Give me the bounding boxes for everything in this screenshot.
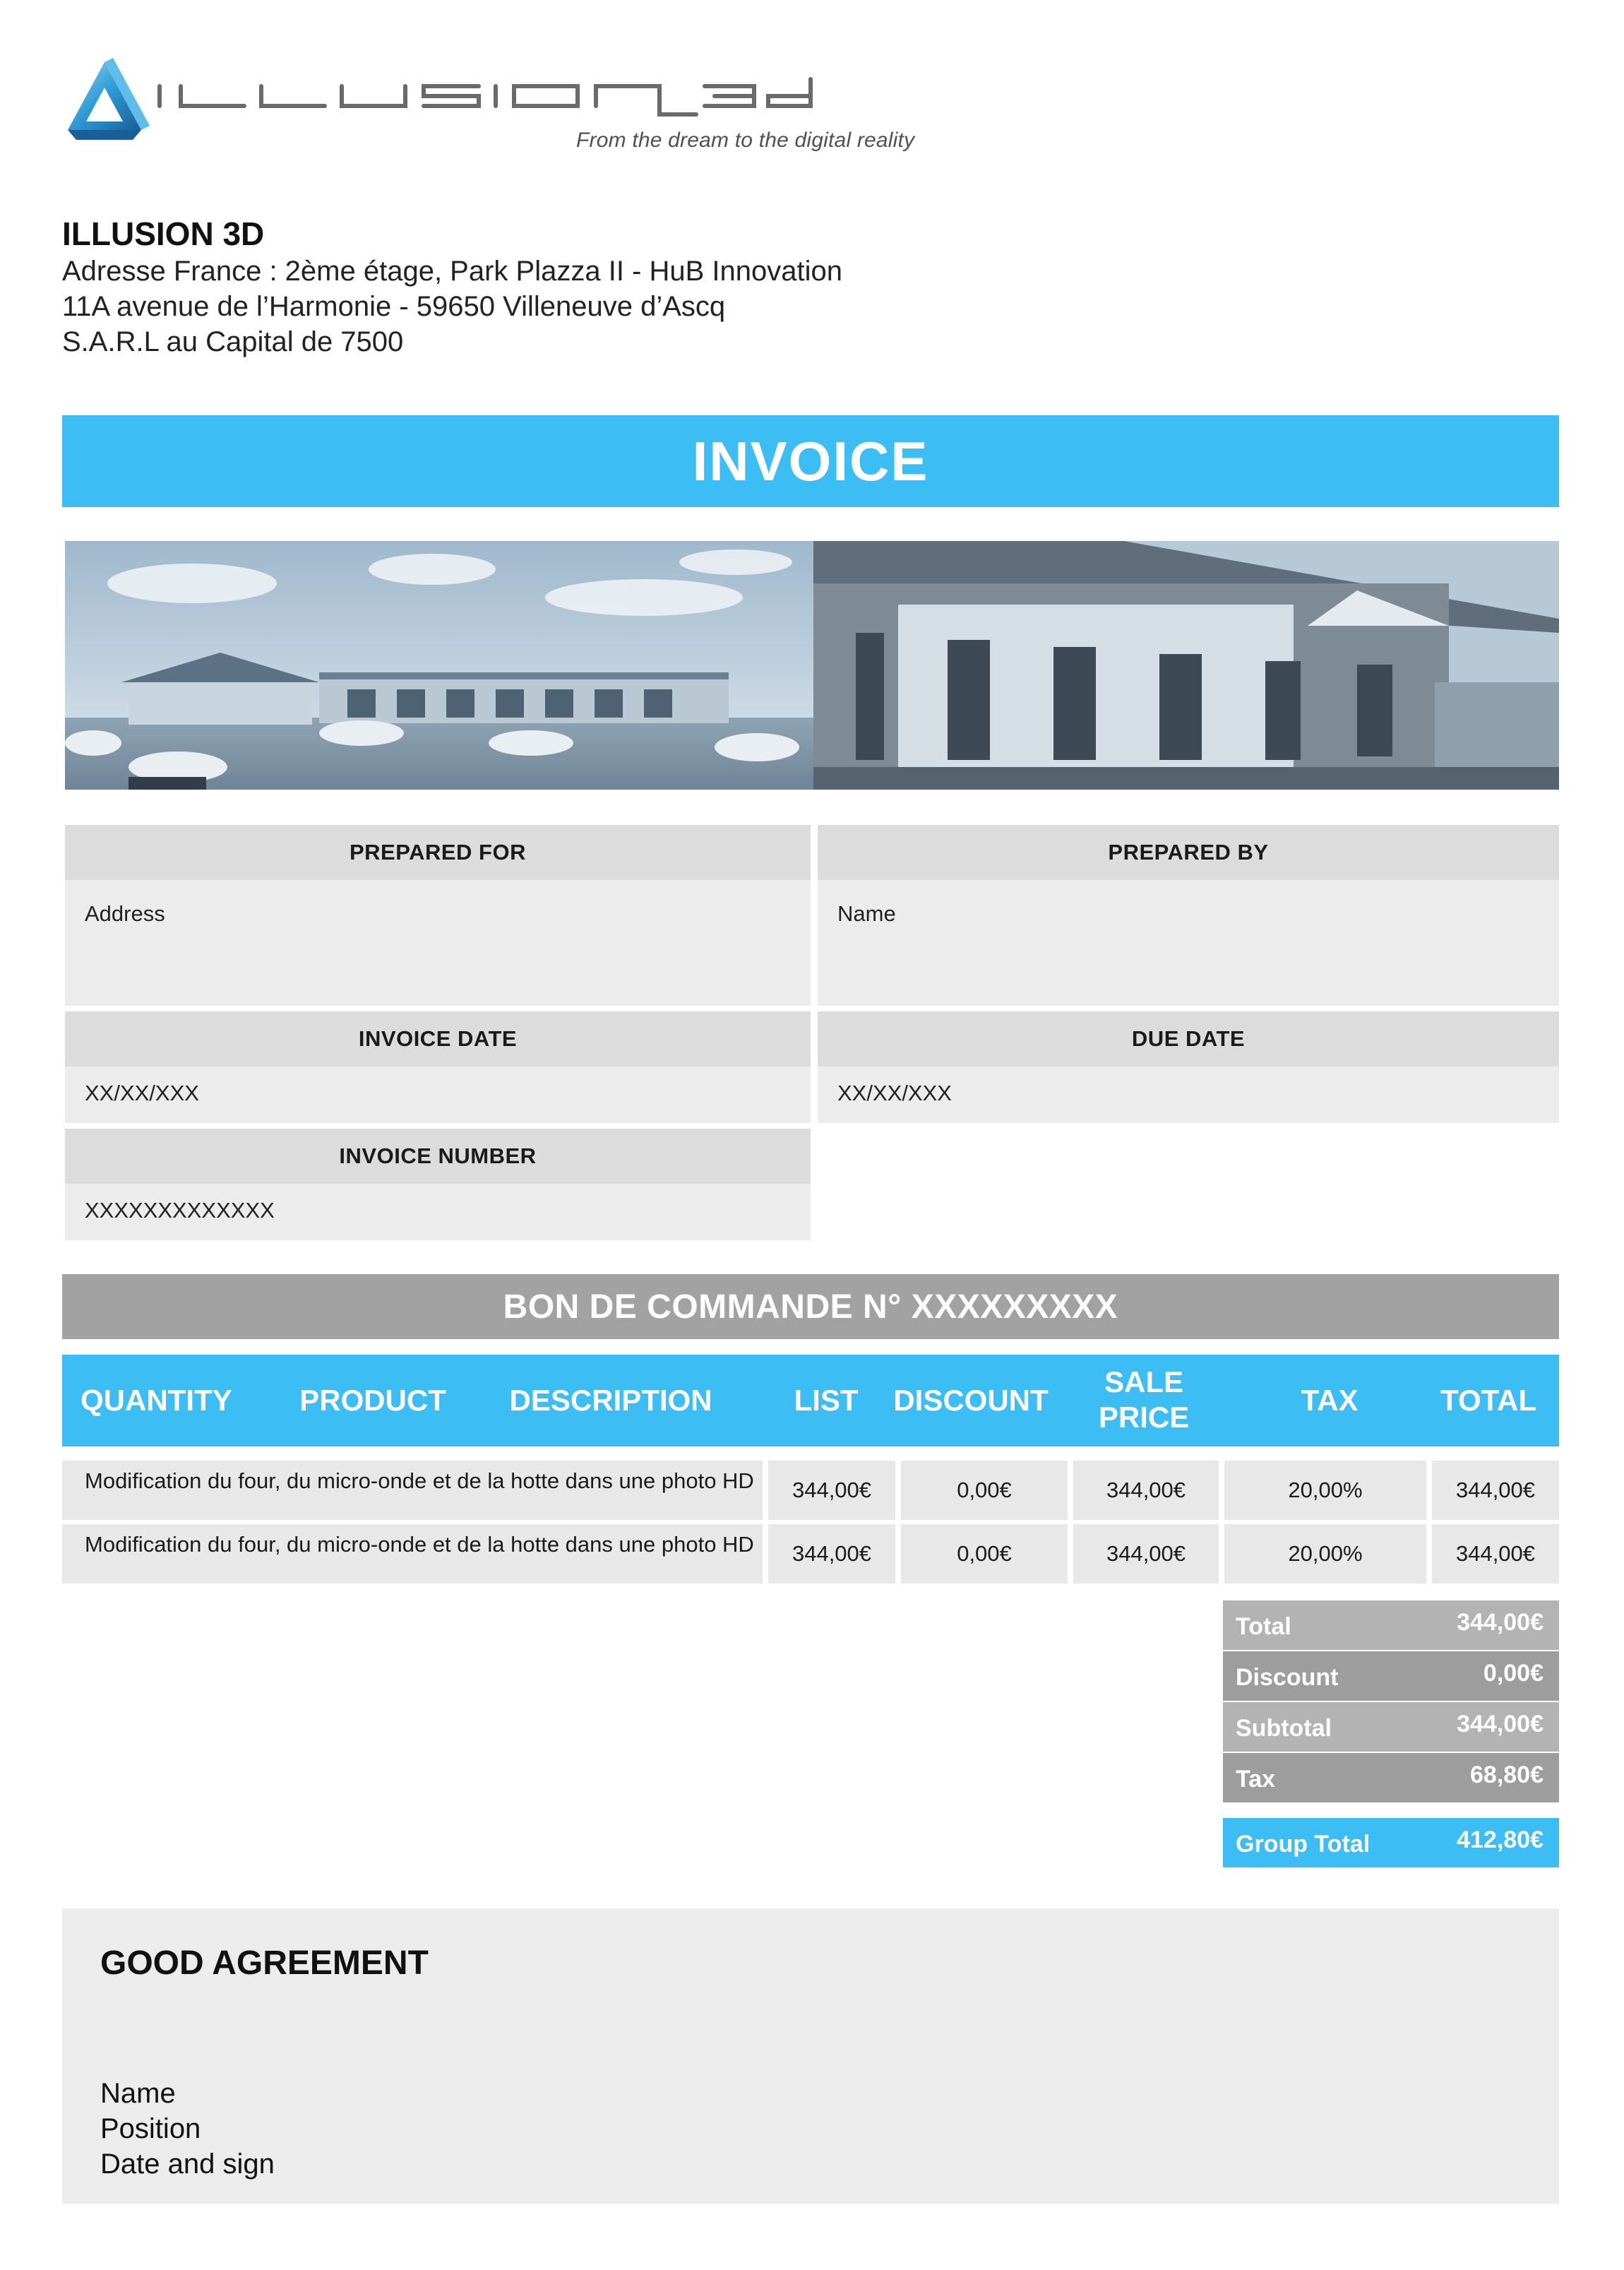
discount-label: Discount: [1236, 1664, 1339, 1691]
group-total-row: [1223, 1818, 1559, 1867]
invoice-date-value: XX/XX/XXX: [65, 1066, 811, 1123]
tax-label: Tax: [1236, 1766, 1276, 1793]
agreement-date-sign-field: Date and sign: [100, 2149, 275, 2180]
group-total-value: 412,80€: [1457, 1826, 1544, 1853]
col-discount: DISCOUNT: [893, 1384, 1049, 1417]
col-sale-price: SALE PRICE: [1098, 1365, 1190, 1434]
company-address-line-1: Adresse France : 2ème étage, Park Plazza II - HuB Innovation: [62, 256, 842, 287]
row-sale-price: 344,00€: [1073, 1524, 1219, 1583]
tax-value: 68,80€: [1470, 1761, 1544, 1788]
row-description: Modification du four, du micro-onde et de la hotte dans une photo HD: [62, 1524, 763, 1583]
row-list: 344,00€: [768, 1524, 895, 1583]
row-total: 344,00€: [1432, 1524, 1559, 1583]
col-product: PRODUCT: [299, 1384, 446, 1417]
prepared-for-header: PREPARED FOR: [65, 825, 811, 880]
discount-row: [1223, 1651, 1559, 1701]
row-tax: 20,00%: [1224, 1461, 1426, 1520]
agreement-section: [62, 1908, 1559, 2204]
row-tax: 20,00%: [1224, 1524, 1426, 1583]
building-rendering-image: [65, 541, 1559, 790]
col-total: TOTAL: [1440, 1384, 1537, 1417]
tax-row: [1223, 1753, 1559, 1802]
prepared-by-header: PREPARED BY: [818, 825, 1559, 880]
due-date-header: DUE DATE: [818, 1011, 1559, 1066]
subtotal-value: 344,00€: [1457, 1711, 1544, 1737]
prepared-for-value: Address: [65, 880, 811, 1006]
row-total: 344,00€: [1432, 1461, 1559, 1520]
col-list: LIST: [794, 1384, 859, 1417]
invoice-number-value: XXXXXXXXXXXXX: [65, 1184, 811, 1240]
row-description: Modification du four, du micro-onde et de la hotte dans une photo HD: [62, 1461, 763, 1520]
invoice-number-header: INVOICE NUMBER: [65, 1129, 811, 1184]
agreement-position-field: Position: [100, 2113, 201, 2144]
row-list: 344,00€: [768, 1461, 895, 1520]
discount-value: 0,00€: [1483, 1660, 1544, 1687]
penrose-triangle-icon: [68, 58, 150, 140]
invoice-banner: [62, 415, 1559, 507]
invoice-title: INVOICE: [692, 429, 929, 492]
agreement-title: GOOD AGREEMENT: [100, 1944, 429, 1982]
company-capital-line: S.A.R.L au Capital de 7500: [62, 326, 404, 357]
due-date-value: XX/XX/XXX: [818, 1066, 1559, 1123]
total-value: 344,00€: [1457, 1609, 1544, 1636]
col-quantity: QUANTITY: [80, 1384, 232, 1417]
total-label: Total: [1236, 1613, 1291, 1640]
purchase-order-heading: BON DE COMMANDE N° XXXXXXXXX: [62, 1274, 1559, 1339]
total-row: [1223, 1600, 1559, 1650]
wordmark-graphic: [160, 79, 811, 114]
invoice-date-header: INVOICE DATE: [65, 1011, 811, 1066]
items-table-header: [62, 1355, 1559, 1446]
subtotal-label: Subtotal: [1236, 1715, 1332, 1742]
prepared-by-value: Name: [818, 880, 1559, 1006]
group-total-label: Group Total: [1236, 1831, 1371, 1858]
row-sale-price: 344,00€: [1073, 1461, 1219, 1520]
company-name: ILLUSION 3D: [62, 215, 265, 252]
company-address-line-2: 11A avenue de l’Harmonie - 59650 Villeneuve d’Ascq: [62, 291, 726, 322]
row-discount: 0,00€: [901, 1461, 1068, 1520]
subtotal-row: [1223, 1702, 1559, 1752]
col-description: DESCRIPTION: [509, 1384, 712, 1417]
tagline: From the dream to the digital reality: [576, 129, 915, 152]
col-tax: TAX: [1301, 1384, 1359, 1417]
row-discount: 0,00€: [901, 1524, 1068, 1583]
agreement-name-field: Name: [100, 2078, 176, 2109]
